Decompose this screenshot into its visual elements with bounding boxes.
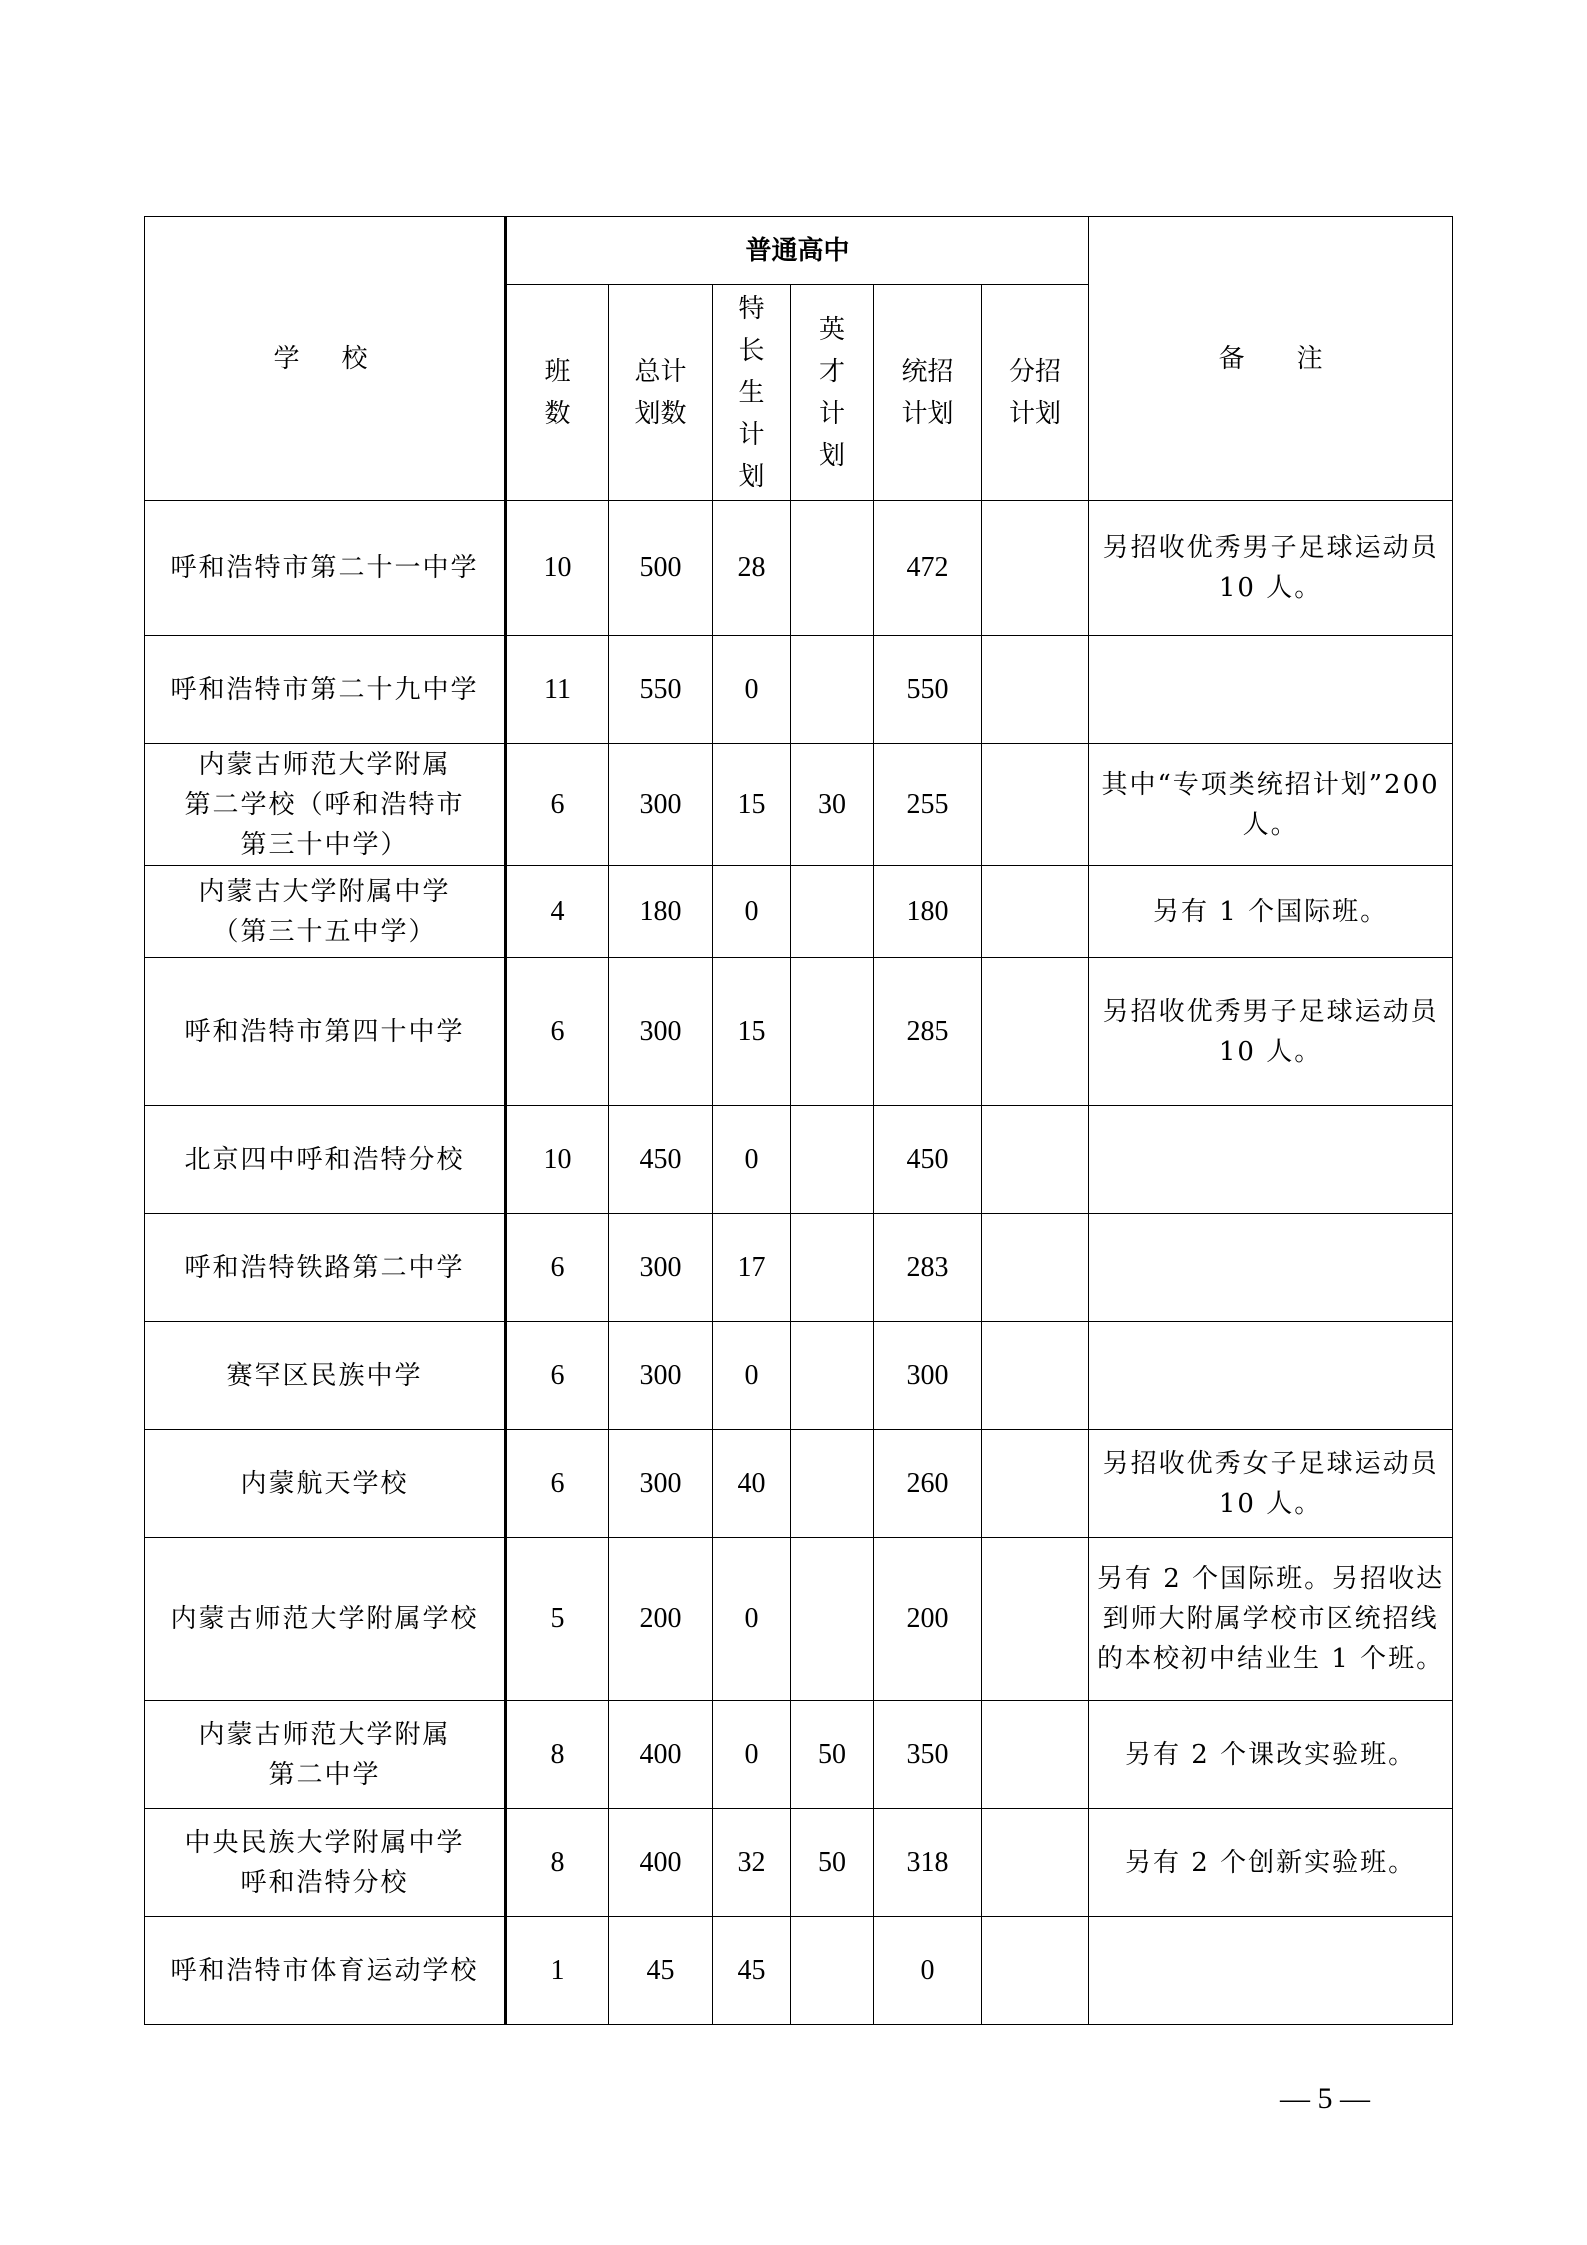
cell-note [1089,636,1453,744]
header-school: 学 校 [145,217,506,501]
cell-classes: 6 [506,958,609,1106]
cell-unified: 255 [874,744,982,866]
cell-talent [791,1430,874,1538]
cell-note: 另有 2 个国际班。另招收达到师大附属学校市区统招线的本校初中结业生 1 个班。 [1089,1538,1453,1701]
cell-school: 内蒙古大学附属中学 （第三十五中学） [145,866,506,958]
cell-special: 0 [713,1106,791,1214]
cell-note [1089,1322,1453,1430]
cell-unified: 350 [874,1701,982,1809]
header-unified-plan: 统招 计划 [874,285,982,501]
table-row [145,501,1453,636]
cell-school: 呼和浩特市第二十一中学 [145,501,506,636]
cell-note [1089,1917,1453,2025]
cell-unified: 0 [874,1917,982,2025]
table-row [145,1322,1453,1430]
cell-school: 呼和浩特市第四十中学 [145,958,506,1106]
cell-classes: 8 [506,1701,609,1809]
cell-special: 28 [713,501,791,636]
cell-separate [982,1917,1089,2025]
table-row [145,636,1453,744]
cell-special: 40 [713,1430,791,1538]
cell-talent [791,636,874,744]
header-classes: 班 数 [506,285,609,501]
cell-total: 450 [609,1106,713,1214]
cell-note [1089,1214,1453,1322]
cell-unified: 472 [874,501,982,636]
cell-talent [791,866,874,958]
table-row [145,1917,1453,2025]
cell-classes: 10 [506,501,609,636]
cell-classes: 4 [506,866,609,958]
cell-school: 北京四中呼和浩特分校 [145,1106,506,1214]
cell-note [1089,1106,1453,1214]
cell-total: 200 [609,1538,713,1701]
cell-separate [982,1701,1089,1809]
cell-special: 0 [713,1538,791,1701]
cell-school: 赛罕区民族中学 [145,1322,506,1430]
cell-school: 呼和浩特市体育运动学校 [145,1917,506,2025]
cell-note: 另招收优秀男子足球运动员 10 人。 [1089,958,1453,1106]
table-row [145,958,1453,1106]
cell-school: 内蒙航天学校 [145,1430,506,1538]
page-number: — 5 — [1280,2082,1370,2115]
cell-classes: 6 [506,744,609,866]
cell-talent: 50 [791,1809,874,1917]
header-general-high-school: 普通高中 [506,217,1089,285]
cell-total: 300 [609,1214,713,1322]
header-talent-plan: 英 才 计 划 [791,285,874,501]
cell-separate [982,866,1089,958]
cell-note: 另有 1 个国际班。 [1089,866,1453,958]
table-row [145,1430,1453,1538]
cell-special: 0 [713,1322,791,1430]
cell-total: 300 [609,1430,713,1538]
table-row [145,744,1453,866]
cell-special: 0 [713,866,791,958]
header-separate-plan: 分招 计划 [982,285,1089,501]
cell-total: 300 [609,958,713,1106]
cell-total: 400 [609,1809,713,1917]
cell-note: 另招收优秀女子足球运动员 10 人。 [1089,1430,1453,1538]
cell-classes: 5 [506,1538,609,1701]
cell-talent [791,1322,874,1430]
cell-talent [791,1106,874,1214]
cell-separate [982,1809,1089,1917]
header-notes: 备 注 [1089,217,1453,501]
cell-unified: 318 [874,1809,982,1917]
cell-classes: 1 [506,1917,609,2025]
cell-school: 中央民族大学附属中学 呼和浩特分校 [145,1809,506,1917]
cell-special: 0 [713,1701,791,1809]
cell-school: 呼和浩特铁路第二中学 [145,1214,506,1322]
cell-unified: 450 [874,1106,982,1214]
cell-special: 17 [713,1214,791,1322]
cell-talent [791,501,874,636]
cell-unified: 285 [874,958,982,1106]
cell-separate [982,1106,1089,1214]
cell-separate [982,1538,1089,1701]
enrollment-plan-table [144,216,1453,2025]
cell-special: 15 [713,958,791,1106]
cell-special: 0 [713,636,791,744]
cell-unified: 283 [874,1214,982,1322]
cell-talent: 30 [791,744,874,866]
cell-school: 内蒙古师范大学附属学校 [145,1538,506,1701]
cell-note: 另有 2 个创新实验班。 [1089,1809,1453,1917]
cell-total: 180 [609,866,713,958]
cell-classes: 10 [506,1106,609,1214]
cell-talent [791,958,874,1106]
cell-total: 550 [609,636,713,744]
cell-separate [982,1214,1089,1322]
cell-special: 32 [713,1809,791,1917]
table-row [145,1214,1453,1322]
cell-note: 其中“专项类统招计划”200 人。 [1089,744,1453,866]
cell-separate [982,1322,1089,1430]
cell-separate [982,958,1089,1106]
header-special-plan: 特 长 生 计 划 [713,285,791,501]
cell-unified: 300 [874,1322,982,1430]
cell-separate [982,636,1089,744]
cell-special: 15 [713,744,791,866]
cell-total: 500 [609,501,713,636]
cell-unified: 550 [874,636,982,744]
cell-unified: 200 [874,1538,982,1701]
table-row [145,1701,1453,1809]
table-row [145,866,1453,958]
cell-total: 300 [609,1322,713,1430]
cell-total: 300 [609,744,713,866]
table-row [145,1106,1453,1214]
cell-total: 400 [609,1701,713,1809]
cell-school: 呼和浩特市第二十九中学 [145,636,506,744]
header-total-plan: 总计 划数 [609,285,713,501]
cell-talent [791,1214,874,1322]
cell-total: 45 [609,1917,713,2025]
cell-separate [982,1430,1089,1538]
cell-school: 内蒙古师范大学附属 第二学校（呼和浩特市 第三十中学） [145,744,506,866]
cell-special: 45 [713,1917,791,2025]
table-row [145,1809,1453,1917]
cell-classes: 11 [506,636,609,744]
cell-unified: 180 [874,866,982,958]
cell-separate [982,744,1089,866]
cell-talent [791,1917,874,2025]
cell-note: 另招收优秀男子足球运动员 10 人。 [1089,501,1453,636]
table-body [145,501,1453,2025]
cell-separate [982,501,1089,636]
cell-classes: 8 [506,1809,609,1917]
cell-note: 另有 2 个课改实验班。 [1089,1701,1453,1809]
cell-classes: 6 [506,1430,609,1538]
cell-classes: 6 [506,1214,609,1322]
cell-talent [791,1538,874,1701]
table-row [145,1538,1453,1701]
cell-unified: 260 [874,1430,982,1538]
cell-talent: 50 [791,1701,874,1809]
cell-classes: 6 [506,1322,609,1430]
cell-school: 内蒙古师范大学附属 第二中学 [145,1701,506,1809]
